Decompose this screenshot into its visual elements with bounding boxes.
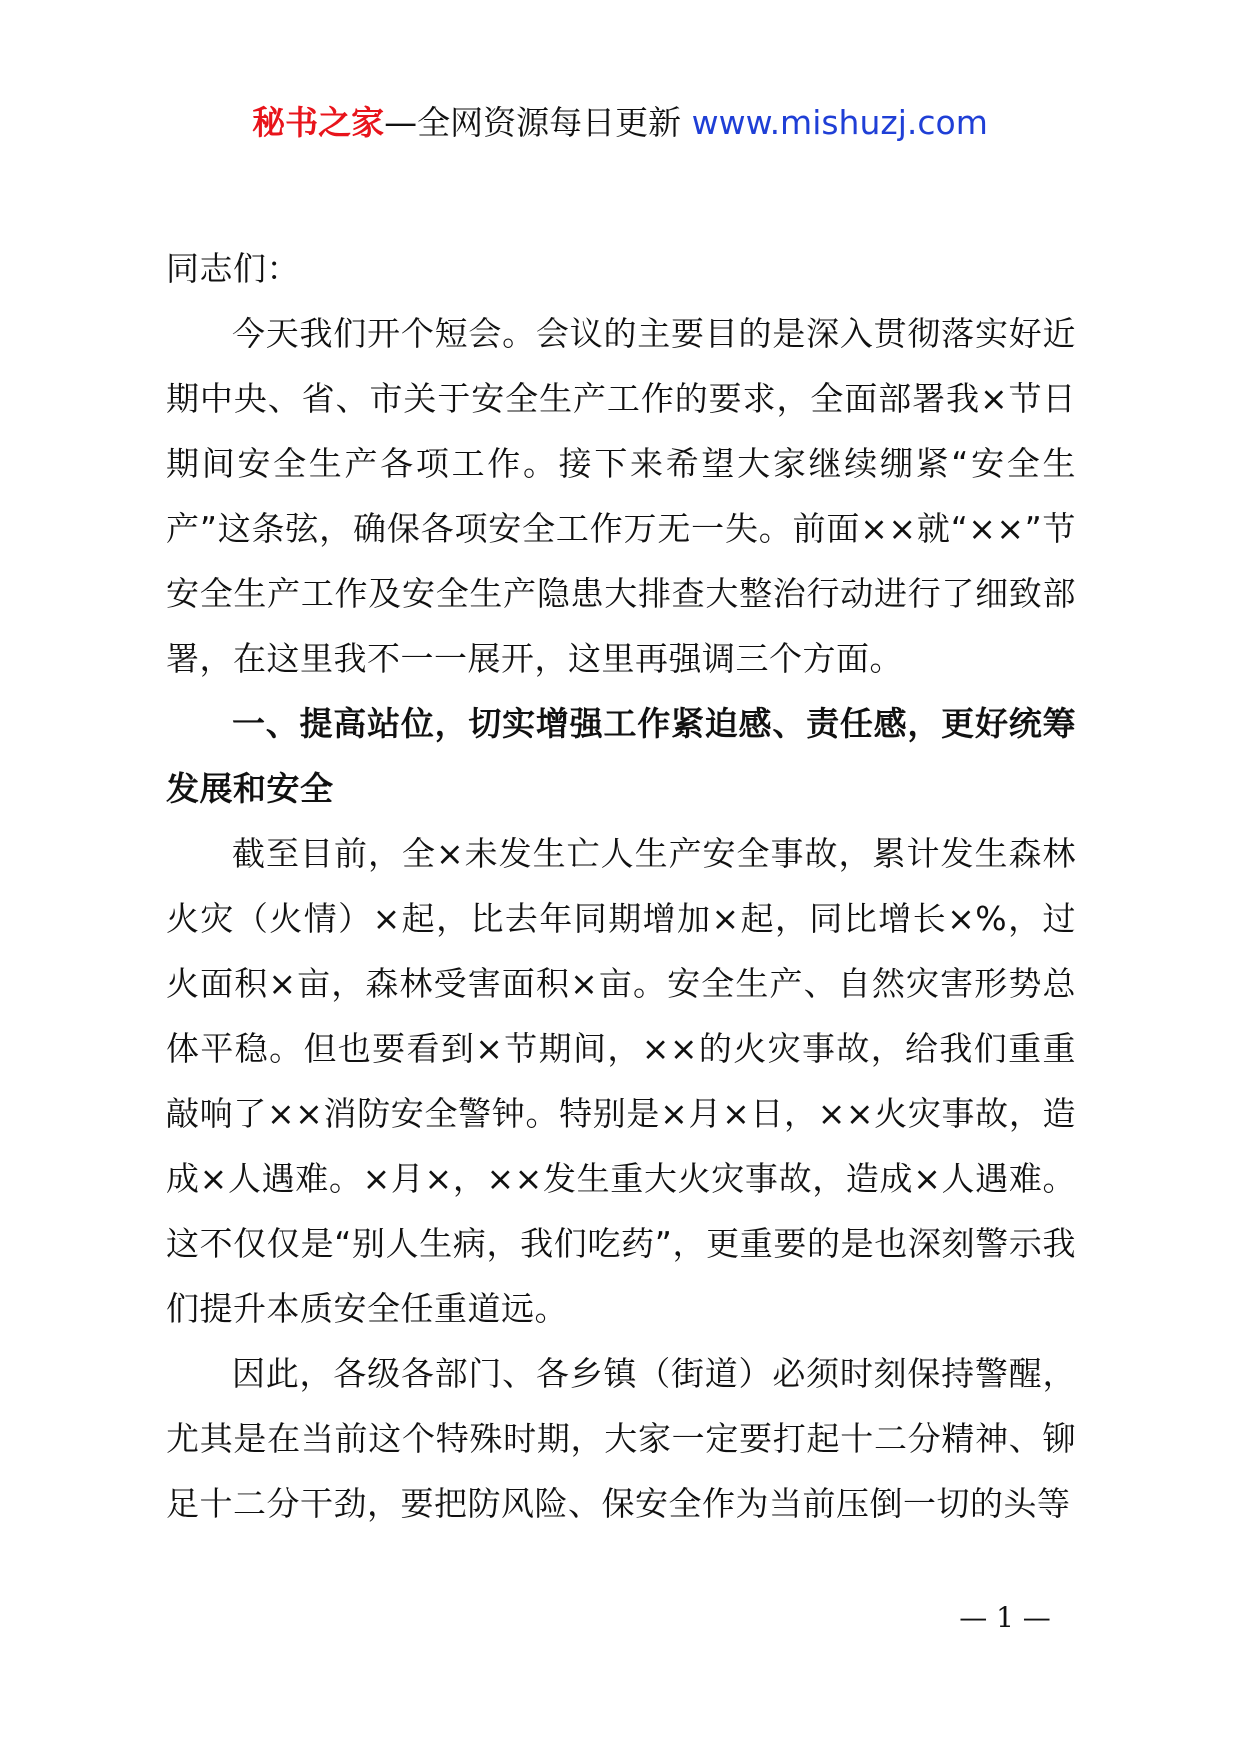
paragraph-opening: 今天我们开个短会。会议的主要目的是深入贯彻落实好近期中央、省、市关于安全生产工作的要求，全面部署我×节日期间安全生产各项工作。接下来希望大家继续绷紧“安全生产”这条弦，确保各项安全工作万无一失。前面××就“××”节安全生产工作及安全生产隐患大排查大整治行动进行了细致部署，在这里我不一一展开，这里再强调三个方面。 [166,314,1076,678]
header-tagline: —全网资源每日更新 [384,103,692,142]
section-heading-1: 一、提高站位，切实增强工作紧迫感、责任感，更好统筹发展和安全 [166,704,1076,808]
site-url: www.mishuzj.com [691,103,988,142]
page-number: — 1 — [959,1601,1051,1634]
paragraph-situation: 截至目前，全×未发生亡人生产安全事故，累计发生森林火灾（火情）×起，比去年同期增加×起，同比增长×%，过火面积×亩，森林受害面积×亩。安全生产、自然灾害形势总体平稳。但也要看到×节期间，××的火灾事故，给我们重重敲响了××消防安全警钟。特别是×月×日，××火灾事故，造成×人遇难。×月×，××发生重大火灾事故，造成×人遇难。这不仅仅是“别人生病，我们吃药”，更重要的是也深刻警示我们提升本质安全任重道远。 [166,834,1076,1328]
paragraph-requirement: 因此，各级各部门、各乡镇（街道）必须时刻保持警醒，尤其是在当前这个特殊时期，大家一定要打起十二分精神、铆足十二分干劲，要把防风险、保安全作为当前压倒一切的头等 [166,1354,1076,1523]
site-header [0,98,1240,148]
brand-name: 秘书之家 [252,103,385,142]
salutation: 同志们： [166,249,300,288]
document-body [166,236,1076,1536]
